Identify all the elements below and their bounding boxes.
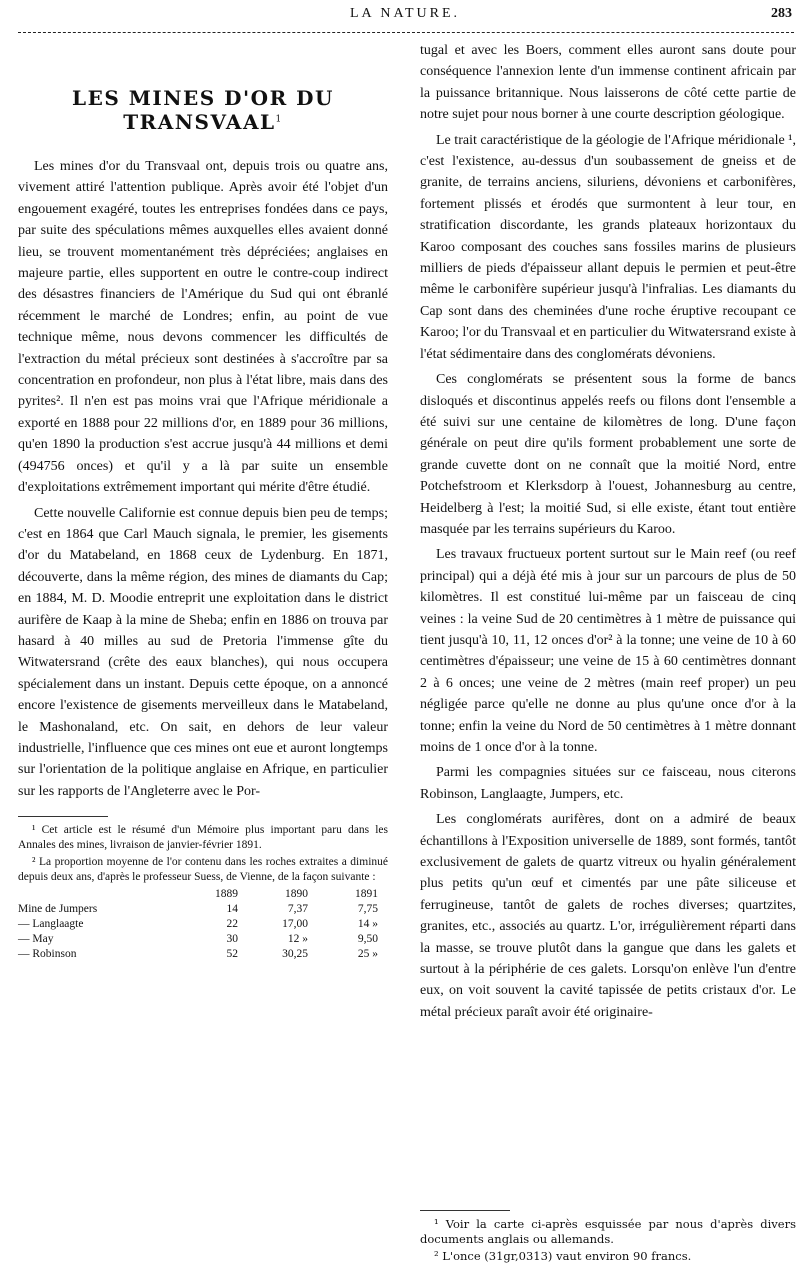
right-paragraph-3: Ces conglomérats se présentent sous la forme de bancs disloqués et discontinus appelés reefs ou filons dont l'ensemble a été suivi sur une centaine de kilomètres de long. D'une façon générale on peut dire qu'ils forment probablement une sorte de grande cuvette dont on ne connaît que la moitié Nord, entre Potchefstroom et Klerksdorp à l'ouest, Johannesburg au centre, Heidelberg à l'est; la moitié Sud, si elle existe, étant tout entière masquée par les terrains supérieurs du Karoo. bbox=[420, 372, 796, 537]
row-label: — Langlaagte bbox=[18, 918, 84, 931]
left-column bbox=[18, 46, 388, 962]
running-head bbox=[0, 6, 810, 26]
left-paragraph-2: Cette nouvelle Californie est connue depuis bien peu de temps; c'est en 1864 que Carl Mauch signala, le premier, les gisements d'or du Matabeland, en 1868 ceux de Lydenburg. En 1871, découverte, dans la même région, des mines de diamants du Cap; en 1884, M. D. Moodie entreprit une exploitation dans le district aurifère de Kaap à la mine de Sheba; enfin en 1886 on trouva par hasard à 40 milles au sud de Pretoria l'immense gîte du Witwatersrand (crête des eaux blanches), qui nous occupera spécialement dans un instant. Depuis cette époque, on a annoncé encore l'existence de gisements merveilleux dans le Matabeland, le Mashonaland, etc. On sait, en dehors de leur valeur industrielle, l'influence que ces mines ont eue et auront longtemps sur l'orientation de la politique anglaise en Afrique, en particulier sur les rapports de l'Angleterre avec le Por- bbox=[18, 505, 388, 799]
cell: 17,00 bbox=[282, 918, 308, 931]
cell: 30 bbox=[226, 933, 238, 946]
year-1891: 1891 bbox=[355, 888, 378, 901]
header-rule bbox=[18, 32, 794, 33]
title-footnote-marker: 1 bbox=[275, 114, 283, 125]
footnote-1: ¹ Cet article est le résumé d'un Mémoire plus important paru dans les Annales des mines, livraison de janvier-février 1891. bbox=[18, 824, 388, 852]
row-label: Mine de Jumpers bbox=[18, 903, 98, 916]
right-paragraph-5: Parmi les compagnies situées sur ce faisceau, nous citerons Robinson, Langlaagte, Jumpers, etc. bbox=[420, 765, 796, 802]
page-number: 283 bbox=[771, 6, 792, 21]
right-paragraph-4: Les travaux fructueux portent surtout sur le Main reef (ou reef principal) qui a déjà été mis à jour sur un parcours de plus de 50 kilomètres. Il est constitué lui-même par un faisceau de cinq veines : la veine Sud de 20 centimètres à 1 mètre de puissance qui tient jusqu'à 10, 11, 12 onces d'or² à la tonne; une veine de 10 à 60 centimètres d'épaisseur; une veine de 15 à 60 centimètres donnant 2 à 6 onces; une veine de 2 mètres (main reef proper) un peu négligée parce qu'elle ne donne au plus qu'une once d'or à la tonne; enfin la veine du Nord de 50 centimètres à 1 mètre donnant moins de 1 once d'or à la tonne. bbox=[420, 547, 796, 755]
table-row bbox=[18, 947, 378, 962]
year-1889: 1889 bbox=[215, 888, 238, 901]
table-row bbox=[18, 902, 378, 917]
cell: 14 bbox=[226, 903, 238, 916]
right-column bbox=[420, 40, 796, 1023]
right-footnotes bbox=[420, 1210, 796, 1264]
row-label: — Robinson bbox=[18, 948, 77, 961]
table-row bbox=[18, 917, 378, 932]
cell: 12 » bbox=[287, 933, 308, 946]
gold-content-table bbox=[18, 887, 378, 962]
right-footnote-1: ¹ Voir la carte ci-après esquissée par nous d'après divers documents anglais ou allemands. bbox=[420, 1217, 796, 1246]
right-paragraph-1: tugal et avec les Boers, comment elles auront sans doute pour conséquence l'annexion lente d'un immense continent africain par la puissance britannique. Nous laisserons de côté cette partie de notre sujet pour nous borner à une courte description géologique. bbox=[420, 43, 796, 123]
right-paragraph-6: Les conglomérats aurifères, dont on a admiré de beaux échantillons à l'Exposition universelle de 1889, sont formés, tantôt exclusivement de galets de quartz vitreux ou hyalin généralement plus petits qu'un œuf et cimentés par une pâte siliceuse et ferrugineuse, tantôt de galets de roches diverses; quartzites, granites, etc., associés au quartz. L'or, irrégulièrement réparti dans la masse, se trouve plutôt dans la gangue que dans les galets et surtout à la périphérie de ces galets. Lorsqu'on enlève l'un d'entre eux, on voit souvent la cavité tapissée de petits cristaux d'or. Le métal précieux paraît avoir été originaire- bbox=[420, 812, 796, 1020]
right-paragraph-2: Le trait caractéristique de la géologie de l'Afrique méridionale ¹, c'est l'existence, au-dessus d'un soubassement de gneiss et de granite, de terrains anciens, siluriens, dévoniens et carbonifères, fortement plissés et érodés que surmontent à leur tour, en stratification discordante, les grands plateaux horizontaux du Karoo composant des couches sans fossiles marins de plusieurs milliers de pieds d'épaisseur allant depuis le permien et peut-être même le carbonifère supérieur jusqu'à l'infralias. Les diamants du Cap sont dans des cheminées d'une roche éruptive recoupant ce Karoo; l'or du Transvaal et en particulier du Witwatersrand existe à l'état sédimentaire dans des conglomérats dévoniens. bbox=[420, 132, 796, 362]
year-1890: 1890 bbox=[285, 888, 308, 901]
table-row bbox=[18, 932, 378, 947]
table-header-row bbox=[18, 887, 378, 902]
footnote-rule bbox=[18, 816, 108, 817]
running-title: LA NATURE. bbox=[349, 6, 461, 21]
article-title-text: LES MINES D'OR DU TRANSVAAL bbox=[72, 86, 334, 134]
cell: 25 » bbox=[357, 948, 378, 961]
article-title bbox=[18, 86, 388, 134]
cell: 7,75 bbox=[357, 903, 378, 916]
cell: 9,50 bbox=[357, 933, 378, 946]
cell: 52 bbox=[226, 948, 238, 961]
left-paragraph-1: Les mines d'or du Transvaal ont, depuis trois ou quatre ans, vivement attiré l'attention publique. Après avoir été l'objet d'un engouement exagéré, toutes les entreprises fondées dans ce pays, par suite des spéculations mêmes auxquelles elles avaient donné lieu, se trouvent momentanément très dépréciées; anglaises en majeure partie, elles supportent en outre le contre-coup indirect des désastres financiers de l'Amérique du Sud qui ont ébranlé récemment le marché de Londres; enfin, au point de vue technique même, nous devons commencer les difficultés de l'extraction du métal précieux sont destinées à s'accroître par sa concentration en profondeur, non plus à l'état libre, mais dans des pyrites². Il n'en est pas moins vrai que l'Afrique méridionale a exporté en 1888 pour 22 millions d'or, en 1889 pour 36 millions, qu'en 1890 la production s'est accrue jusqu'à 44 millions et demi (494756 onces) et qu'il y a là par suite un ensemble d'exploitations extrêmement important qui mérite d'être étudié. bbox=[18, 159, 388, 496]
footnote-2: ² La proportion moyenne de l'or contenu dans les roches extraites a diminué depuis deux ans, d'après le professeur Suess, de Vienne, de la façon suivante : bbox=[18, 856, 388, 884]
cell: 14 » bbox=[357, 918, 378, 931]
cell: 7,37 bbox=[287, 903, 308, 916]
footnote-rule bbox=[420, 1210, 510, 1211]
row-label: — May bbox=[18, 933, 54, 946]
cell: 22 bbox=[226, 918, 238, 931]
cell: 30,25 bbox=[282, 948, 308, 961]
right-footnote-2: ² L'once (31gr,0313) vaut environ 90 francs. bbox=[434, 1249, 692, 1263]
